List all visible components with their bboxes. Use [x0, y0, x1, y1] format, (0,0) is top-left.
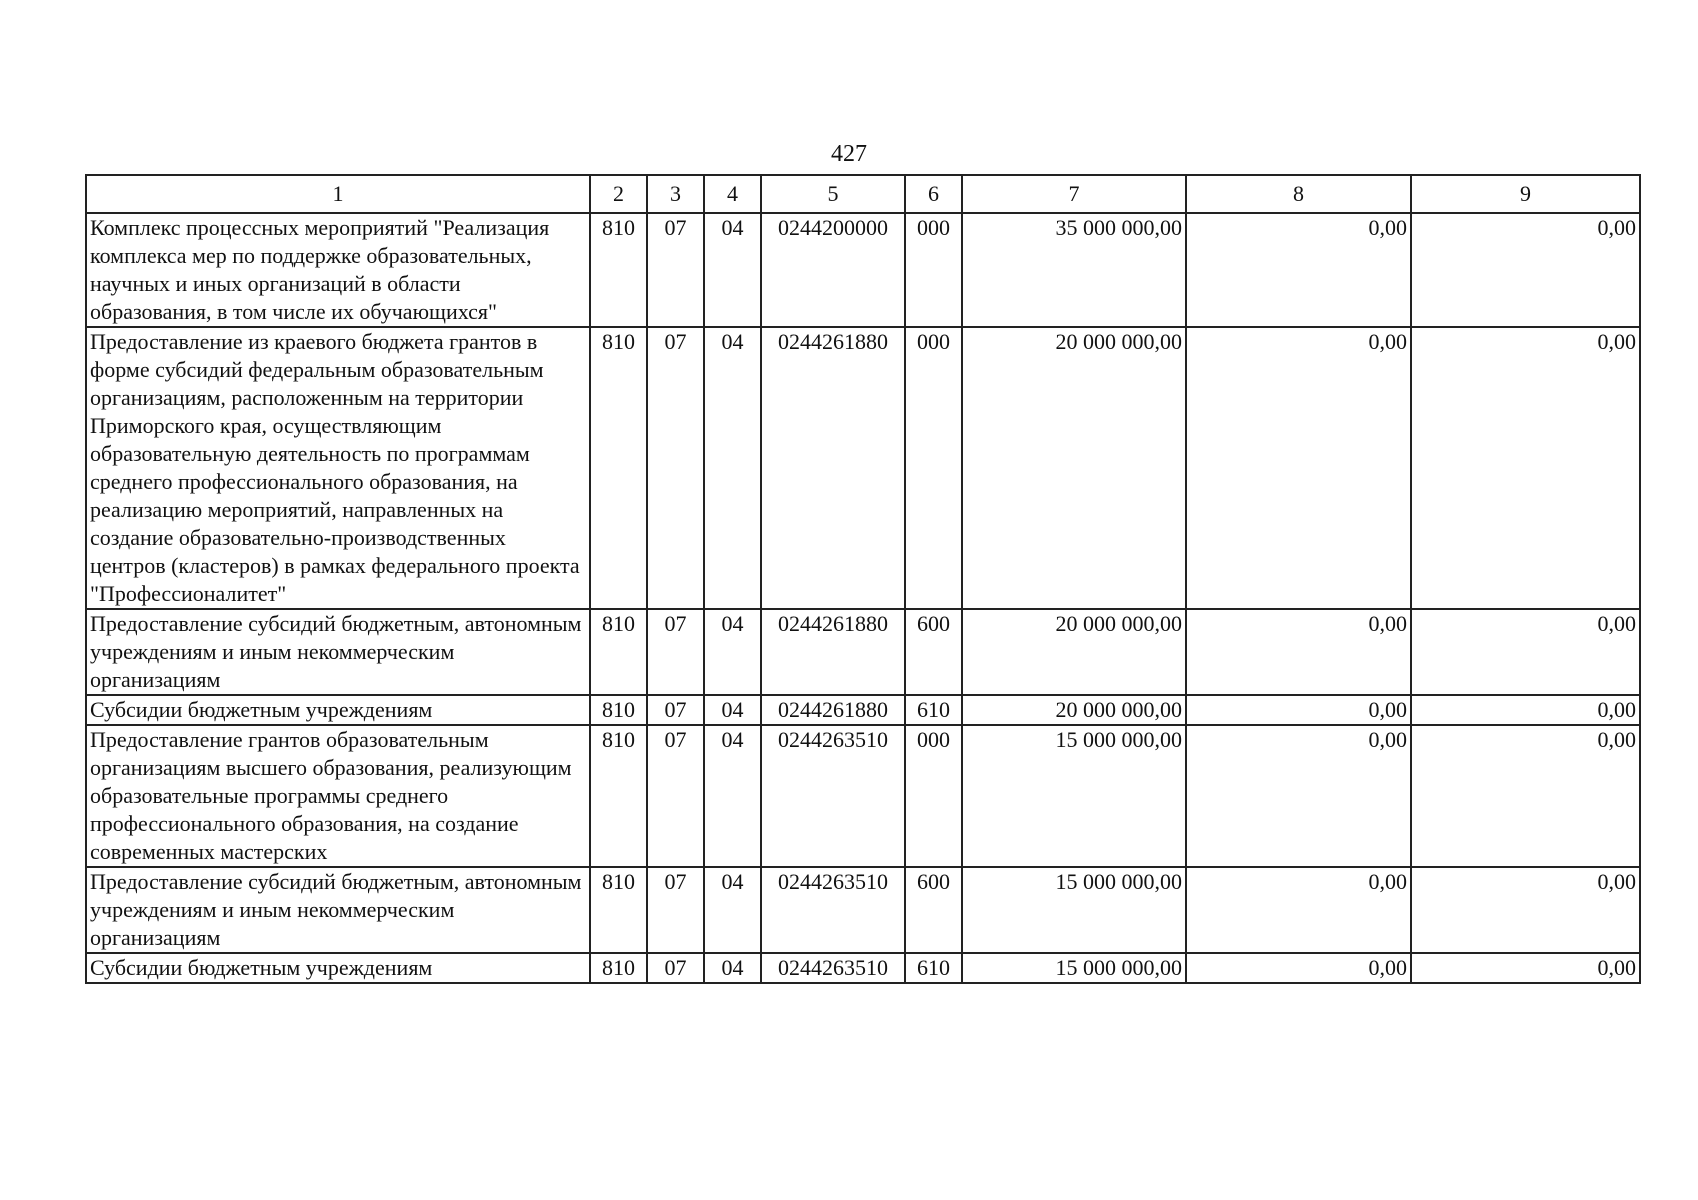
- column-header-6: 6: [905, 175, 962, 213]
- table-row: [86, 213, 1640, 327]
- row-amount-col9: 0,00: [1411, 609, 1640, 695]
- column-header-4: 4: [704, 175, 761, 213]
- row-amount-col8: 0,00: [1186, 609, 1411, 695]
- row-pr-code: 04: [704, 695, 761, 725]
- table-row: [86, 609, 1640, 695]
- row-vr-code: 610: [905, 695, 962, 725]
- row-amount-col7: 20 000 000,00: [962, 695, 1186, 725]
- row-name: Субсидии бюджетным учреждениям: [86, 695, 590, 725]
- table-row: [86, 867, 1640, 953]
- row-amount-col9: 0,00: [1411, 867, 1640, 953]
- row-amount-col8: 0,00: [1186, 213, 1411, 327]
- column-header-5: 5: [761, 175, 905, 213]
- row-name: Предоставление субсидий бюджетным, автономным учреждениям и иным некоммерческим организациям: [86, 609, 590, 695]
- row-rz-code: 07: [647, 609, 704, 695]
- row-csr-code: 0244261880: [761, 609, 905, 695]
- row-gr-code: 810: [590, 867, 647, 953]
- page-number: 427: [831, 141, 867, 167]
- row-name: Предоставление грантов образовательным организациям высшего образования, реализующим образовательные программы среднего профессионального образования, на создание современных мастерских: [86, 725, 590, 867]
- row-amount-col7: 35 000 000,00: [962, 213, 1186, 327]
- column-header-9: 9: [1411, 175, 1640, 213]
- row-rz-code: 07: [647, 953, 704, 983]
- row-vr-code: 600: [905, 609, 962, 695]
- row-vr-code: 000: [905, 725, 962, 867]
- table-row: [86, 695, 1640, 725]
- row-amount-col7: 20 000 000,00: [962, 327, 1186, 609]
- row-csr-code: 0244263510: [761, 725, 905, 867]
- row-rz-code: 07: [647, 725, 704, 867]
- row-amount-col9: 0,00: [1411, 725, 1640, 867]
- row-gr-code: 810: [590, 725, 647, 867]
- row-amount-col8: 0,00: [1186, 867, 1411, 953]
- row-pr-code: 04: [704, 725, 761, 867]
- table-row: [86, 725, 1640, 867]
- row-pr-code: 04: [704, 327, 761, 609]
- table-row: [86, 327, 1640, 609]
- column-header-2: 2: [590, 175, 647, 213]
- row-pr-code: 04: [704, 867, 761, 953]
- column-header-1: 1: [86, 175, 590, 213]
- row-name: Субсидии бюджетным учреждениям: [86, 953, 590, 983]
- row-gr-code: 810: [590, 213, 647, 327]
- row-amount-col7: 20 000 000,00: [962, 609, 1186, 695]
- row-rz-code: 07: [647, 867, 704, 953]
- row-name: Предоставление из краевого бюджета грантов в форме субсидий федеральным образовательным организациям, расположенным на территории Приморского края, осуществляющим образовательную деятельность по программам среднего профессионального образования, на реализацию мероприятий, направленных на создание образовательно-производственных центров (кластеров) в рамках федерального проекта "Профессионалитет": [86, 327, 590, 609]
- row-amount-col8: 0,00: [1186, 953, 1411, 983]
- column-header-7: 7: [962, 175, 1186, 213]
- row-amount-col8: 0,00: [1186, 695, 1411, 725]
- row-vr-code: 000: [905, 213, 962, 327]
- row-amount-col7: 15 000 000,00: [962, 725, 1186, 867]
- row-amount-col9: 0,00: [1411, 327, 1640, 609]
- row-csr-code: 0244261880: [761, 695, 905, 725]
- row-gr-code: 810: [590, 953, 647, 983]
- column-header-3: 3: [647, 175, 704, 213]
- row-amount-col9: 0,00: [1411, 213, 1640, 327]
- row-pr-code: 04: [704, 953, 761, 983]
- row-amount-col9: 0,00: [1411, 953, 1640, 983]
- row-amount-col9: 0,00: [1411, 695, 1640, 725]
- table-row: [86, 953, 1640, 983]
- row-pr-code: 04: [704, 213, 761, 327]
- row-gr-code: 810: [590, 327, 647, 609]
- row-name: Комплекс процессных мероприятий "Реализация комплекса мер по поддержке образовательных, научных и иных организаций в области образования, в том числе их обучающихся": [86, 213, 590, 327]
- row-name: Предоставление субсидий бюджетным, автономным учреждениям и иным некоммерческим организациям: [86, 867, 590, 953]
- row-amount-col7: 15 000 000,00: [962, 867, 1186, 953]
- row-vr-code: 000: [905, 327, 962, 609]
- row-vr-code: 610: [905, 953, 962, 983]
- column-number-row: [86, 175, 1640, 213]
- row-amount-col8: 0,00: [1186, 725, 1411, 867]
- row-csr-code: 0244261880: [761, 327, 905, 609]
- row-csr-code: 0244263510: [761, 867, 905, 953]
- row-csr-code: 0244263510: [761, 953, 905, 983]
- row-pr-code: 04: [704, 609, 761, 695]
- row-gr-code: 810: [590, 695, 647, 725]
- row-rz-code: 07: [647, 327, 704, 609]
- row-amount-col7: 15 000 000,00: [962, 953, 1186, 983]
- row-rz-code: 07: [647, 213, 704, 327]
- row-amount-col8: 0,00: [1186, 327, 1411, 609]
- column-header-8: 8: [1186, 175, 1411, 213]
- row-vr-code: 600: [905, 867, 962, 953]
- row-gr-code: 810: [590, 609, 647, 695]
- row-rz-code: 07: [647, 695, 704, 725]
- budget-table: [85, 174, 1641, 984]
- row-csr-code: 0244200000: [761, 213, 905, 327]
